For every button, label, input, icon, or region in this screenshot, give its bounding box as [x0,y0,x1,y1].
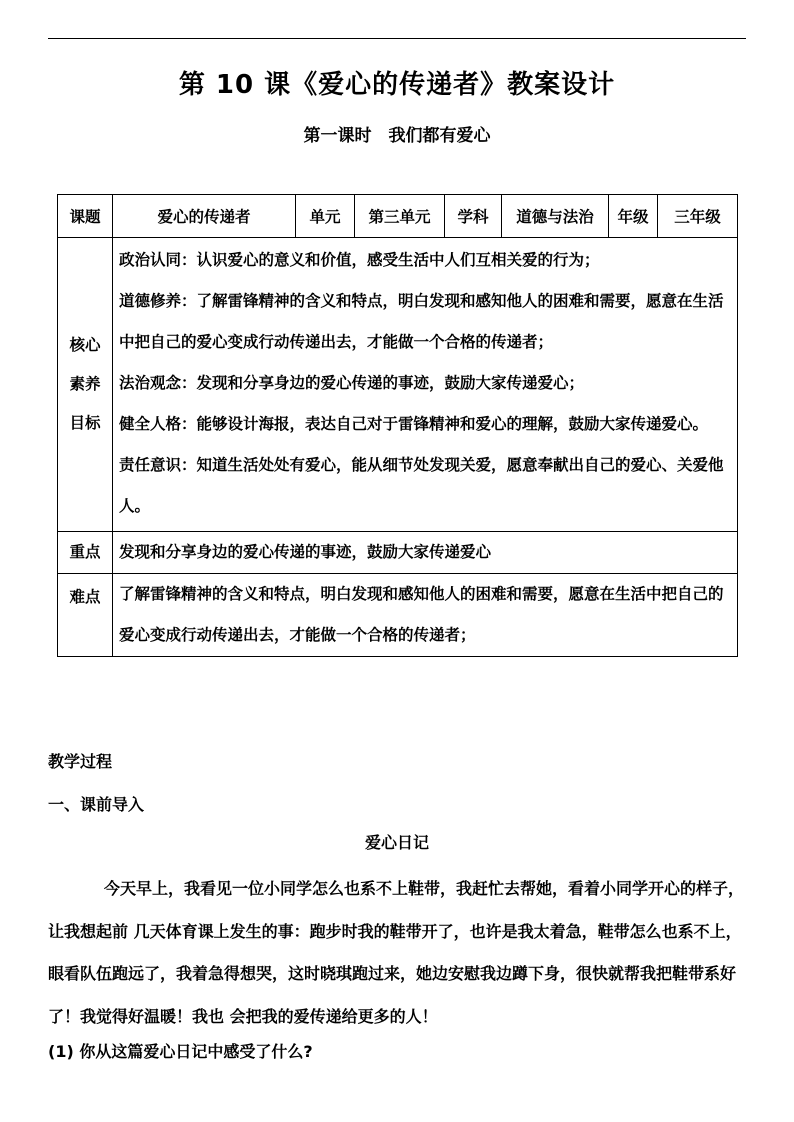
key-point-text: 发现和分享身边的爱心传递的事迹，鼓励大家传递爱心 [113,532,738,574]
goals-label-line: 素养 [69,375,101,393]
subject-value: 道德与法治 [502,195,609,238]
unit-value: 第三单元 [355,195,445,238]
topic-value: 爱心的传递者 [113,195,296,238]
difficult-point-row [58,574,738,657]
goal-law: 法治观念：发现和分享身边的爱心传递的事迹，鼓励大家传递爱心； [119,374,585,392]
diary-paragraph: 今天早上，我看见一位小同学怎么也系不上鞋带，我赶忙去帮她，看着小同学开心的样子，让我想起前 几天体育课上发生的事：跑步时我的鞋带开了，也许是我太着急，鞋带怎么也系不上，眼看队伍跑远了，我着急得想哭，这时晓琪跑过来，她边安慰我边蹲下身，很快就帮我把鞋带系好了！我觉得好温暖！我也 会把我的爱传递给更多的人！ [48,879,745,1026]
goal-responsibility: 责任意识：知道生活处处有爱心，能从细节处发现关爱，愿意奉献出自己的爱心、关爱他人。 [119,456,724,515]
key-point-label: 重点 [58,532,113,574]
diary-title: 爱心日记 [364,833,429,852]
difficult-point-label: 难点 [58,574,113,657]
lesson-plan-table [57,194,738,657]
unit-label: 单元 [296,195,355,238]
goals-label-line: 目标 [69,414,101,432]
section-pre-class-intro: 一、课前导入 [48,795,145,814]
document-title: 第 10 课《爱心的传递者》教案设计 [178,70,616,100]
goals-label-line: 核心 [69,336,101,354]
difficult-point-text: 了解雷锋精神的含义和特点，明白发现和感知他人的困难和需要，愿意在生活中把自己的爱心变成行动传递出去，才能做一个合格的传递者； [113,574,738,657]
topic-label: 课题 [58,195,113,238]
goal-personality: 健全人格：能够设计海报，表达自己对于雷锋精神和爱心的理解，鼓励大家传递爱心。 [119,415,709,433]
goal-political: 政治认同：认识爱心的意义和价值，感受生活中人们互相关爱的行为； [119,251,600,269]
key-point-row [58,532,738,574]
teaching-process-heading: 教学过程 [48,752,113,771]
goals-content [113,238,738,532]
subject-label: 学科 [445,195,502,238]
grade-label: 年级 [609,195,658,238]
goal-moral: 道德修养：了解雷锋精神的含义和特点，明白发现和感知他人的困难和需要，愿意在生活中把自己的爱心变成行动传递出去，才能做一个合格的传递者； [119,292,724,351]
table-header-row [58,195,738,238]
question-1: (1) 你从这篇爱心日记中感受了什么? [48,1042,313,1061]
document-subtitle: 第一课时 我们都有爱心 [303,126,491,146]
goals-row [58,238,738,532]
header-rule [48,38,746,39]
goals-label [58,238,113,532]
grade-value: 三年级 [658,195,738,238]
